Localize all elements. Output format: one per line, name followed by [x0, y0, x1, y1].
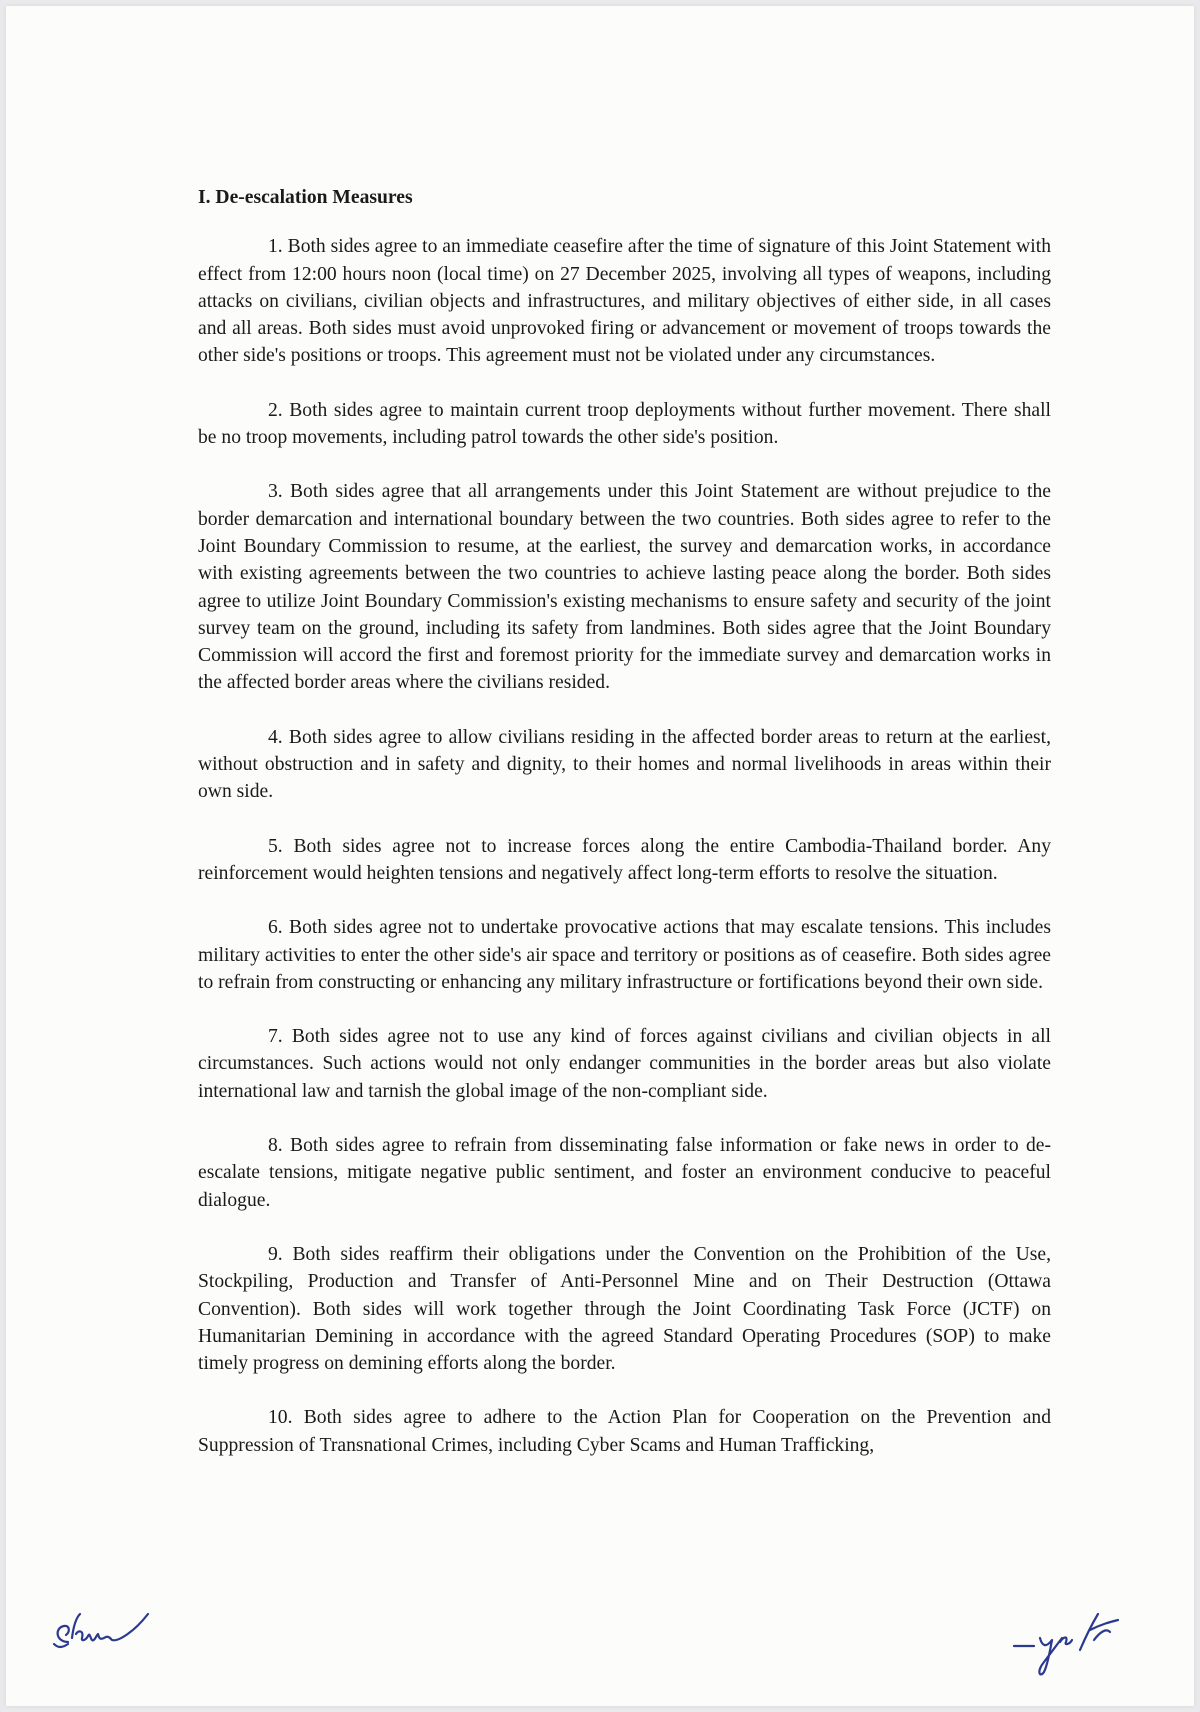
section-heading: I. De-escalation Measures [198, 187, 413, 208]
paragraph-1: 1. Both sides agree to an immediate ceasefire after the time of signature of this Joint Statement with effect from 12:00 hours noon (local time) on 27 December 2025, involving all types of weapons, including attacks on civilians, civilian objects and infrastructures, and military objectives of either side, in all cases and all areas. Both sides must avoid unprovoked firing or advancement or movement of troops towards the other side's positions or troops. This agreement must not be violated under any circumstances. [198, 236, 1051, 367]
paragraph-3: 3. Both sides agree that all arrangements under this Joint Statement are without prejudice to the border demarcation and international boundary between the two countries. Both sides agree to refer to the Joint Boundary Commission to resume, at the earliest, the survey and demarcation works, in accordance with existing agreements between the two countries to achieve lasting peace along the border. Both sides agree to utilize Joint Boundary Commission's existing mechanisms to ensure safety and security of the joint survey team on the ground, including its safety from landmines. Both sides agree that the Joint Boundary Commission will accord the first and foremost priority for the immediate survey and demarcation works in the affected border areas where the civilians resided. [198, 481, 1051, 694]
paragraph-4: 4. Both sides agree to allow civilians residing in the affected border areas to return at the earliest, without obstruction and in safety and dignity, to their homes and normal livelihoods in areas within their own side. [198, 726, 1051, 803]
document-page [6, 6, 1194, 1706]
paragraph-6: 6. Both sides agree not to undertake provocative actions that may escalate tensions. This includes military activities to enter the other side's air space and territory or positions as of ceasefire. Both sides agree to refrain from constructing or enhancing any military infrastructure or fortifications beyond their own side. [198, 917, 1051, 993]
paragraph-9: 9. Both sides reaffirm their obligations under the Convention on the Prohibition of the Use, Stockpiling, Production and Transfer of Anti-Personnel Mine and on Their Destruction (Ottawa Convention). Both sides will work together through the Joint Coordinating Task Force (JCTF) on Humanitarian Demining in accordance with the agreed Standard Operating Procedures (SOP) to make timely progress on demining efforts along the border. [198, 1243, 1051, 1375]
paragraph-7: 7. Both sides agree not to use any kind of forces against civilians and civilian objects in all circumstances. Such actions would not only endanger communities in the border areas but also violate international law and tarnish the global image of the non-compliant side. [198, 1026, 1051, 1102]
paragraph-5: 5. Both sides agree not to increase forces along the entire Cambodia-Thailand border. Any reinforcement would heighten tensions and negatively affect long-term efforts to resolve the situation. [198, 835, 1051, 884]
left-signature [48, 1602, 168, 1662]
right-signature [1006, 1606, 1146, 1681]
paragraph-2: 2. Both sides agree to maintain current troop deployments without further movement. There shall be no troop movements, including patrol towards the other side's position. [198, 399, 1051, 449]
paragraph-8: 8. Both sides agree to refrain from disseminating false information or fake news in order to de-escalate tensions, mitigate negative public sentiment, and foster an environment conducive to peaceful dialogue. [198, 1135, 1051, 1211]
document-body [198, 184, 1051, 1459]
paragraph-10: 10. Both sides agree to adhere to the Action Plan for Cooperation on the Prevention and Suppression of Transnational Crimes, including Cyber Scams and Human Trafficking, [198, 1407, 1051, 1456]
